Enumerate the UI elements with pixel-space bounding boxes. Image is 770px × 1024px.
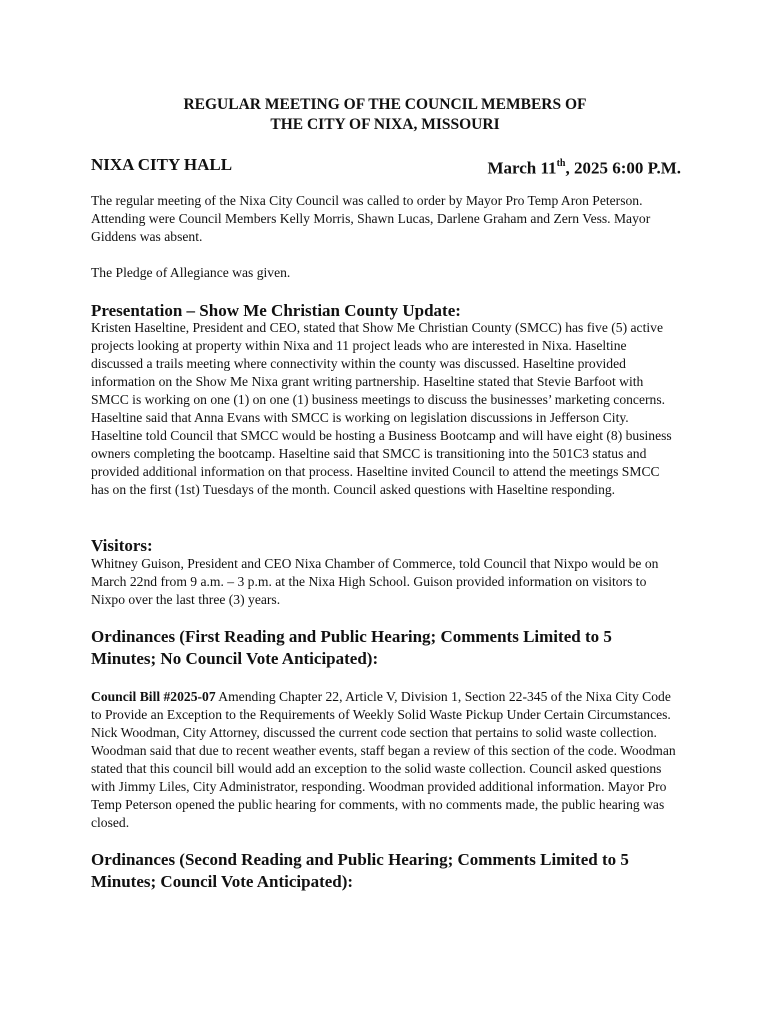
title-line-1: REGULAR MEETING OF THE COUNCIL MEMBERS OF	[183, 96, 587, 113]
visitors-paragraph: Whitney Guison, President and CEO Nixa Chamber of Commerce, told Council that Nixpo would be on March 22nd from 9 a.m. – 3 p.m. at the Nixa High School. Guison provided information on visitors to Nixpo over the last three (3) years.	[91, 556, 659, 607]
council-bill-paragraph	[91, 688, 681, 832]
meeting-location: NIXA CITY HALL	[91, 155, 233, 174]
document-title	[0, 95, 770, 135]
call-to-order-paragraph: The regular meeting of the Nixa City Council was called to order by Mayor Pro Temp Aron Peterson. Attending were Council Members Kelly Morris, Shawn Lucas, Darlene Graham and Zern Vess. Mayor Giddens was absent.	[91, 193, 651, 244]
ordinances-first-heading-line-1: Ordinances (First Reading and Public Hearing; Comments Limited to 5	[91, 627, 612, 646]
ordinances-first-heading-line-2: Minutes; No Council Vote Anticipated):	[91, 649, 379, 668]
visitors-heading: Visitors:	[91, 536, 153, 555]
council-bill-body: Amending Chapter 22, Article V, Division 1, Section 22-345 of the Nixa City Code to Provide an Exception to the Requirements of Weekly Solid Waste Pickup Under Certain Circumstances. Nick Woodman, City Attorney, discussed the current code section that pertains to solid waste collection. Woodman said that due to recent weather events, staff began a review of this section of the code. Woodman stated that this council bill would add an exception to the solid waste collection. Council asked questions with Jimmy Liles, City Administrator, responding. Woodman provided additional information. Mayor Pro Temp Peterson opened the public hearing for comments, with no comments made, the public hearing was closed.	[91, 689, 676, 830]
ordinances-second-heading-line-1: Ordinances (Second Reading and Public Hearing; Comments Limited to 5	[91, 850, 629, 869]
meeting-date-prefix: March 11	[487, 158, 557, 178]
meeting-date-suffix: th	[556, 158, 566, 169]
presentation-paragraph: Kristen Haseltine, President and CEO, stated that Show Me Christian County (SMCC) has five (5) active projects looking at property within Nixa and 11 project leads who are interested in Nixa. Haseltine discussed a trails meeting where connectivity within the county was discussed. Haseltine provided information on the Show Me Nixa grant writing partnership. Haseltine stated that Stevie Barfoot with SMCC is working on one (1) on one (1) business meetings to discuss the businesses’ marketing concerns. Haseltine said that Anna Evans with SMCC is working on legislation discussions in Jefferson City. Haseltine told Council that SMCC would be hosting a Business Bootcamp and will have eight (8) business owners completing the bootcamp. Haseltine said that SMCC is transitioning into the 501C3 status and provided additional information on that process. Haseltine invited Council to attend the meetings SMCC has on the first (1st) Tuesdays of the month. Council asked questions with Haseltine responding.	[91, 320, 672, 497]
council-bill-label: Council Bill #2025-07	[91, 689, 216, 704]
meeting-date-rest: , 2025 6:00 P.M.	[565, 158, 681, 178]
presentation-heading: Presentation – Show Me Christian County Update:	[91, 301, 461, 320]
ordinances-first-heading	[91, 626, 691, 670]
ordinances-second-heading-line-2: Minutes; Council Vote Anticipated):	[91, 872, 354, 891]
title-line-2: THE CITY OF NIXA, MISSOURI	[270, 116, 500, 133]
ordinances-second-heading	[91, 849, 691, 893]
meeting-date	[487, 155, 681, 179]
pledge-paragraph: The Pledge of Allegiance was given.	[91, 265, 291, 280]
